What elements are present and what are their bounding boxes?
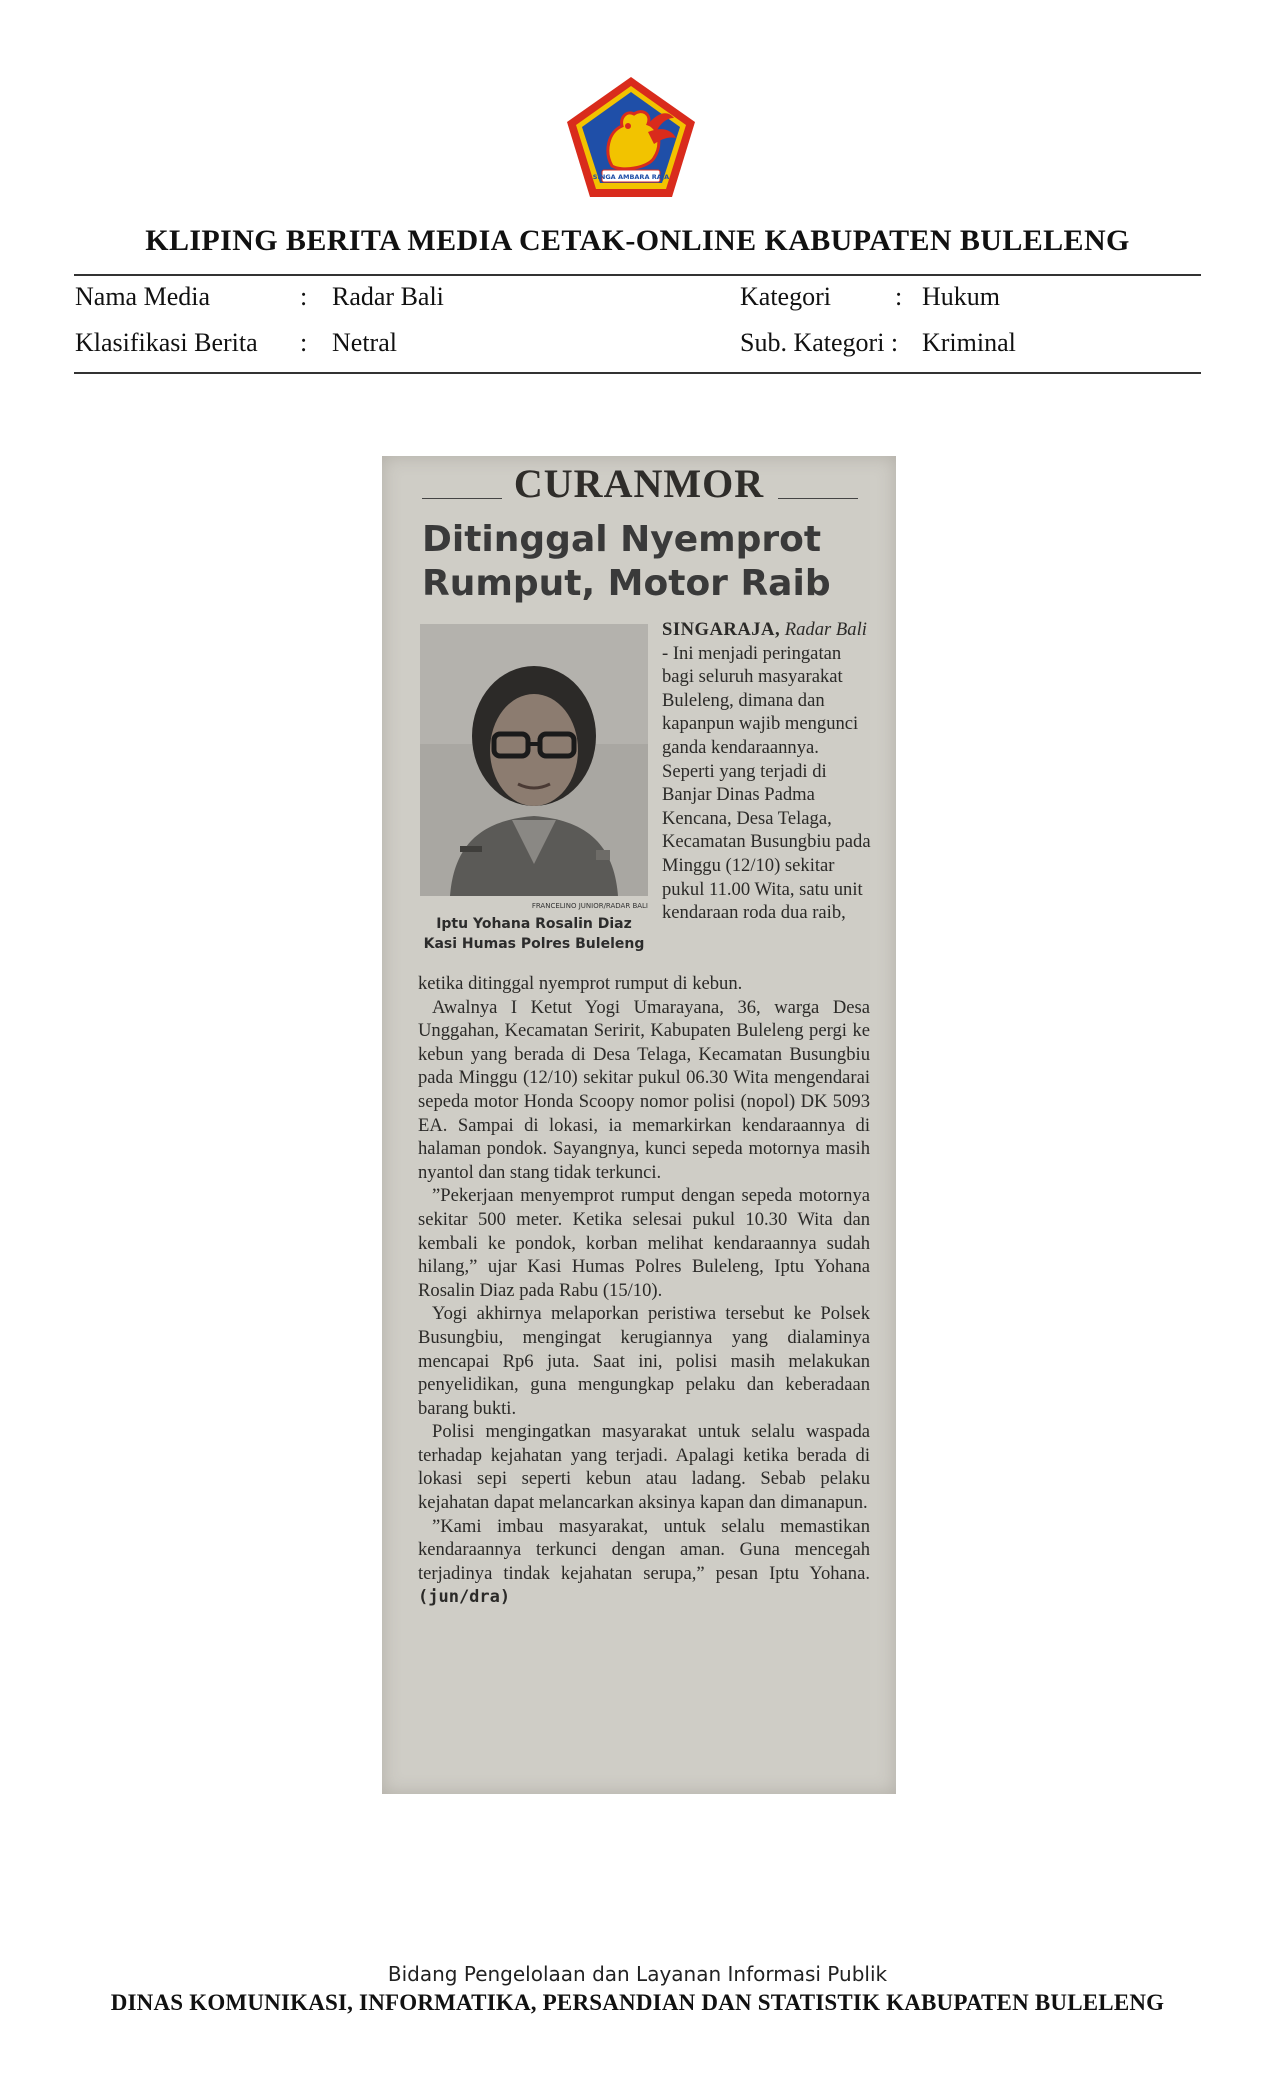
newspaper-clipping [382, 456, 896, 1794]
category-value: Hukum [922, 282, 1000, 311]
lead-column [662, 618, 874, 925]
media-label: Nama Media [75, 282, 211, 311]
media-value: Radar Bali [332, 282, 444, 311]
article-headline: Ditinggal Nyemprot Rumput, Motor Raib [422, 519, 831, 604]
media-colon: : [300, 282, 308, 311]
caption-name: Iptu Yohana Rosalin Diaz [436, 916, 632, 932]
body-paragraph-1: Awalnya I Ketut Yogi Umarayana, 36, warga Desa Unggahan, Kecamatan Seririt, Kabupaten Buleleng pergi ke kebun yang berada di Desa Telaga, Kecamatan Busungbiu pada Minggu (12/10) sekitar pukul 06.30 Wita mengendarai sepeda motor Honda Scoopy nomor polisi (nopol) DK 5093 EA. Sampai di lokasi, ia memarkirkan kendaraannya di halaman pondok. Sayangnya, kunci sepeda motornya masih nyantol dan stang tidak terkunci. [418, 996, 870, 1183]
category-colon: : [895, 282, 903, 311]
article-kicker: CURANMOR [513, 461, 765, 506]
page-title: KLIPING BERITA MEDIA CETAK-ONLINE KABUPATEN BULELENG [145, 224, 1130, 257]
subcategory-label: Sub. Kategori : [740, 328, 899, 357]
footer-agency: DINAS KOMUNIKASI, INFORMATIKA, PERSANDIAN DAN STATISTIK KABUPATEN BULELENG [110, 1990, 1165, 2015]
lead-paragraph: - Ini menjadi peringatan bagi seluruh masyarakat Buleleng, dimana dan kapanpun wajib mengunci ganda kendaraannya. Seperti yang terjadi di Banjar Dinas Padma Kencana, Desa Telaga, Kecamatan Busungbiu pada Minggu (12/10) sekitar pukul 11.00 Wita, satu unit kendaraan roda dua raib, [662, 642, 871, 924]
dateline: SINGARAJA, [662, 619, 781, 640]
body-paragraph-5: ”Kami imbau masyarakat, untuk selalu memastikan kendaraannya terkunci dengan aman. Guna mencegah terjadinya tindak kejahatan serupa,” pesan Iptu Yohana. [418, 1515, 870, 1584]
category-label: Kategori [740, 282, 831, 311]
caption-title: Kasi Humas Polres Buleleng [423, 936, 645, 952]
classification-label: Klasifikasi Berita [75, 328, 258, 357]
regency-emblem-logo [564, 74, 698, 200]
body-paragraph-4: Polisi mengingatkan masyarakat untuk selalu waspada terhadap kejahatan yang terjadi. Apalagi ketika berada di lokasi sepi seperti kebun atau ladang. Sebab pelaku kejahatan dapat melancarkan aksinya kapan dan dimanapun. [418, 1421, 870, 1514]
header-divider-bottom [74, 372, 1201, 374]
classification-colon: : [300, 328, 308, 357]
body-column [418, 972, 870, 1610]
body-paragraph-2: ”Pekerjaan menyemprot rumput dengan sepeda motornya sekitar 500 meter. Ketika selesai pukul 10.30 Wita dan kembali ke pondok, korban melihat kendaraannya sudah hilang,” ujar Kasi Humas Polres Buleleng, Iptu Yohana Rosalin Diaz pada Rabu (15/10). [418, 1185, 870, 1301]
lead-continuation: ketika ditinggal nyemprot rumput di kebun. [418, 973, 743, 994]
author-signature: (jun/dra) [418, 1587, 511, 1608]
classification-value: Netral [332, 328, 397, 357]
header-divider-top [74, 274, 1201, 276]
subcategory-value: Kriminal [922, 328, 1016, 357]
body-paragraph-3: Yogi akhirnya melaporkan peristiwa tersebut ke Polsek Busungbiu, mengingat kerugiannya yang dialaminya mencapai Rp6 juta. Saat ini, polisi masih melakukan penyelidikan, guna mengungkap pelaku dan keberadaan barang bukti. [418, 1303, 870, 1419]
photo-caption [420, 914, 648, 954]
article-photo [420, 624, 648, 896]
photo-credit: FRANCELINO JUNIOR/RADAR BALI [531, 902, 648, 910]
source-name: Radar Bali [784, 619, 867, 640]
footer-department: Bidang Pengelolaan dan Layanan Informasi Publik [387, 1962, 888, 1986]
logo-ribbon-text: SINGA AMBARA RAJA [592, 173, 670, 181]
